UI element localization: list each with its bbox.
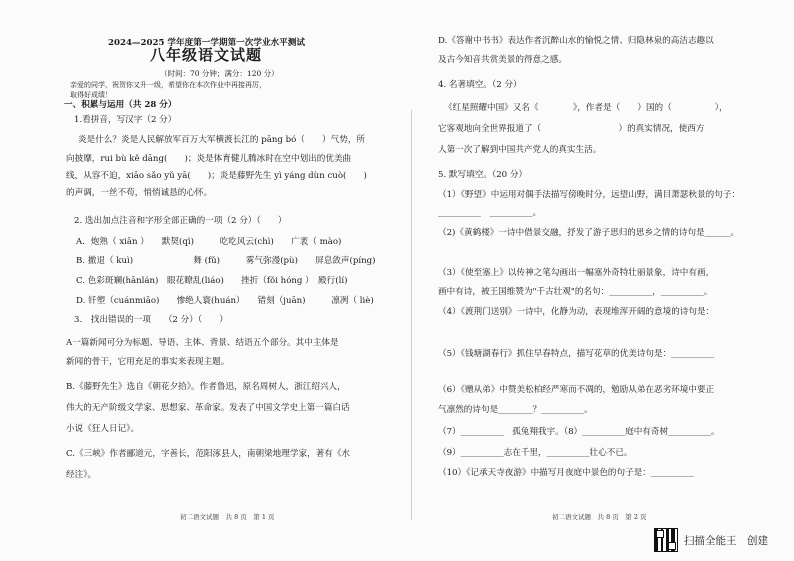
q2-option-a: A．炮熟（ xiān ） 默契(qì) 吃吃风云(chì) 广袤（ mào) [76, 237, 342, 247]
q4-line-1: 《红星照耀中国》又名《 》，作者是（ ）国的（ ）， [444, 103, 728, 113]
q4-line-3: 人第一次了解到中国共产党人的真实生活。 [438, 145, 602, 155]
q5-item-1a: （1）《野望》中运用对偶手法描写傍晚时分，远望山野，满目萧瑟秋景的句子： [438, 190, 740, 200]
q5-item-10: （10）《记承天寺夜游》中描写月夜庭中景色的句子是：__________ [438, 468, 694, 478]
left-page-footer: 初二语文试题 共 8 页 第 1 页 [180, 513, 275, 521]
q1-line-2: 向披靡，rui bù kě dāng( )；炎是体育健儿腾冰时在空中划出的优美曲 [66, 154, 352, 164]
q5-item-4: （4）《渡荆门送别》一诗中，化静为动，表现堆浑开阔的意境的诗句是： [438, 307, 715, 317]
q1-line-3: 线，从容不迫，xiāo sǎo yǔ yā( )；炎是藤野先生 yì yáng dùn cuò( ) [66, 171, 367, 181]
page-fold-divider [411, 110, 418, 520]
exam-header: 2024—2025 学年度第一学期第一次学业水平测试 [108, 38, 305, 48]
q5-item-3a: （3）《使至塞上》以传神之笔勾画出一幅塞外奇特壮丽景象，诗中有画， [438, 268, 715, 278]
exam-meta: （时间：70 分钟；满分：120 分） [160, 69, 279, 78]
q5-item-2: （2)《黄鹤楼》一诗中借景交融，抒发了游子思归的思乡之情的诗句是______。 [438, 228, 740, 238]
q5-item-3b: 画中有诗，被王国维赞为"千古壮观"的名句：__________，__________。 [438, 287, 713, 297]
q3-option-b-line-3: 小说《狂人日记》。 [66, 424, 140, 434]
q5-items-7-8: （7）__________ 孤兔翔我宇。（8）__________庭中有奇树__________。 [438, 427, 720, 437]
q5-item-6a: （6）《赠从弟》中赞美松柏经严寒而不凋的，勉励从弟在恶劣环境中要正 [438, 385, 715, 395]
section-1-heading: 一、积累与运用（共 28 分） [64, 100, 177, 110]
q5-item-6b: 气凛然的诗句是________？__________。 [438, 405, 593, 415]
q2-option-b: B. 撤退（ kuì) 舞 (fǔ) 雾气弥漫(pù) 屏息敛声(píng) [76, 256, 376, 266]
scanner-watermark [654, 528, 768, 552]
q3-option-d-line-1: D.《答谢中书书》表达作者沉醉山水的愉悦之情、归隐林泉的高洁志趣以 [438, 36, 714, 46]
exam-title: 八年级语文试题 [150, 46, 263, 64]
q1-line-4: 的声调，一丝不苟，悄悄诚恳的心怀。 [66, 188, 213, 198]
q3-option-a-line-1: A一篇新闻可分为标题、导语、主体、背景、结语五个部分。其中主体是 [66, 338, 339, 348]
q2-option-c: C. 色彩斑斓(hānlán) 眼花瞭乱(liáo) 挫折（fǒi hóng ） 殿行(lí) [76, 276, 348, 286]
notice-line-2: 取得好成绩！ [70, 91, 112, 99]
right-page-footer: 初二语文试题 共 8 页 第 2 页 [552, 513, 647, 521]
q4-title: 4. 名著填空。（2 分） [438, 80, 522, 90]
q2-title: 2. 选出加点注音和字形全部正确的一项（2 分）（ ） [74, 216, 287, 226]
q5-item-1b: __________ __________。 [438, 208, 542, 218]
q3-option-d-line-2: 及古今知音共赏美景的得意之感。 [438, 55, 567, 65]
q3-option-b-line-2: 伟大的无产阶级文学家、思想家、革命家。发表了中国文学史上第一篇白话 [66, 403, 350, 413]
scanner-label: 扫描全能王 创建 [684, 534, 768, 547]
q1-line-1: 炎是什么？炎是人民解放军百万大军横渡长江的 pāng bó（ ）气势，所 [78, 135, 366, 145]
q3-option-c-line-2: 经注》。 [66, 470, 97, 480]
right-page [432, 0, 777, 561]
q5-item-5: （5）《钱塘湖春行》抓住早春特点，描写花草的优美诗句是：__________ [438, 349, 715, 359]
q3-option-c-line-1: C.《三峡》作者郦道元，字善长，范阳涿县人，南朝梁地理学家，著有《水 [66, 449, 351, 459]
q3-title: 3. 找出错误的一项 （2 分）（ ） [74, 315, 228, 325]
q1-title: 1.看拼音，写汉字（2 分） [74, 115, 177, 125]
q2-option-d: D. 钎塑（cuánmiāo) 惨绝人寰(huán） 错刻（juān) 凛冽（ liè) [76, 296, 374, 306]
q4-line-2: 它客观地向全世界报道了（ ）的真实情况，使西方 [438, 124, 705, 134]
qr-code-icon [654, 528, 678, 552]
notice-line-1: 亲爱的同学，祝贺你又升一级，希望你在本次作业中再接再厉， [70, 81, 266, 89]
q5-item-9: （9）__________志在千里，__________壮心不已。 [438, 448, 633, 458]
q3-option-a-line-2: 新闻的骨干，它用充足的事实来表现主题。 [66, 357, 230, 367]
q3-option-b-line-1: B.《藤野先生》选自《朝花夕拾》。作者鲁迅，原名周树人，浙江绍兴人， [66, 382, 346, 392]
left-page [60, 0, 400, 561]
q5-title: 5. 默写填空。（20 分） [438, 170, 528, 180]
